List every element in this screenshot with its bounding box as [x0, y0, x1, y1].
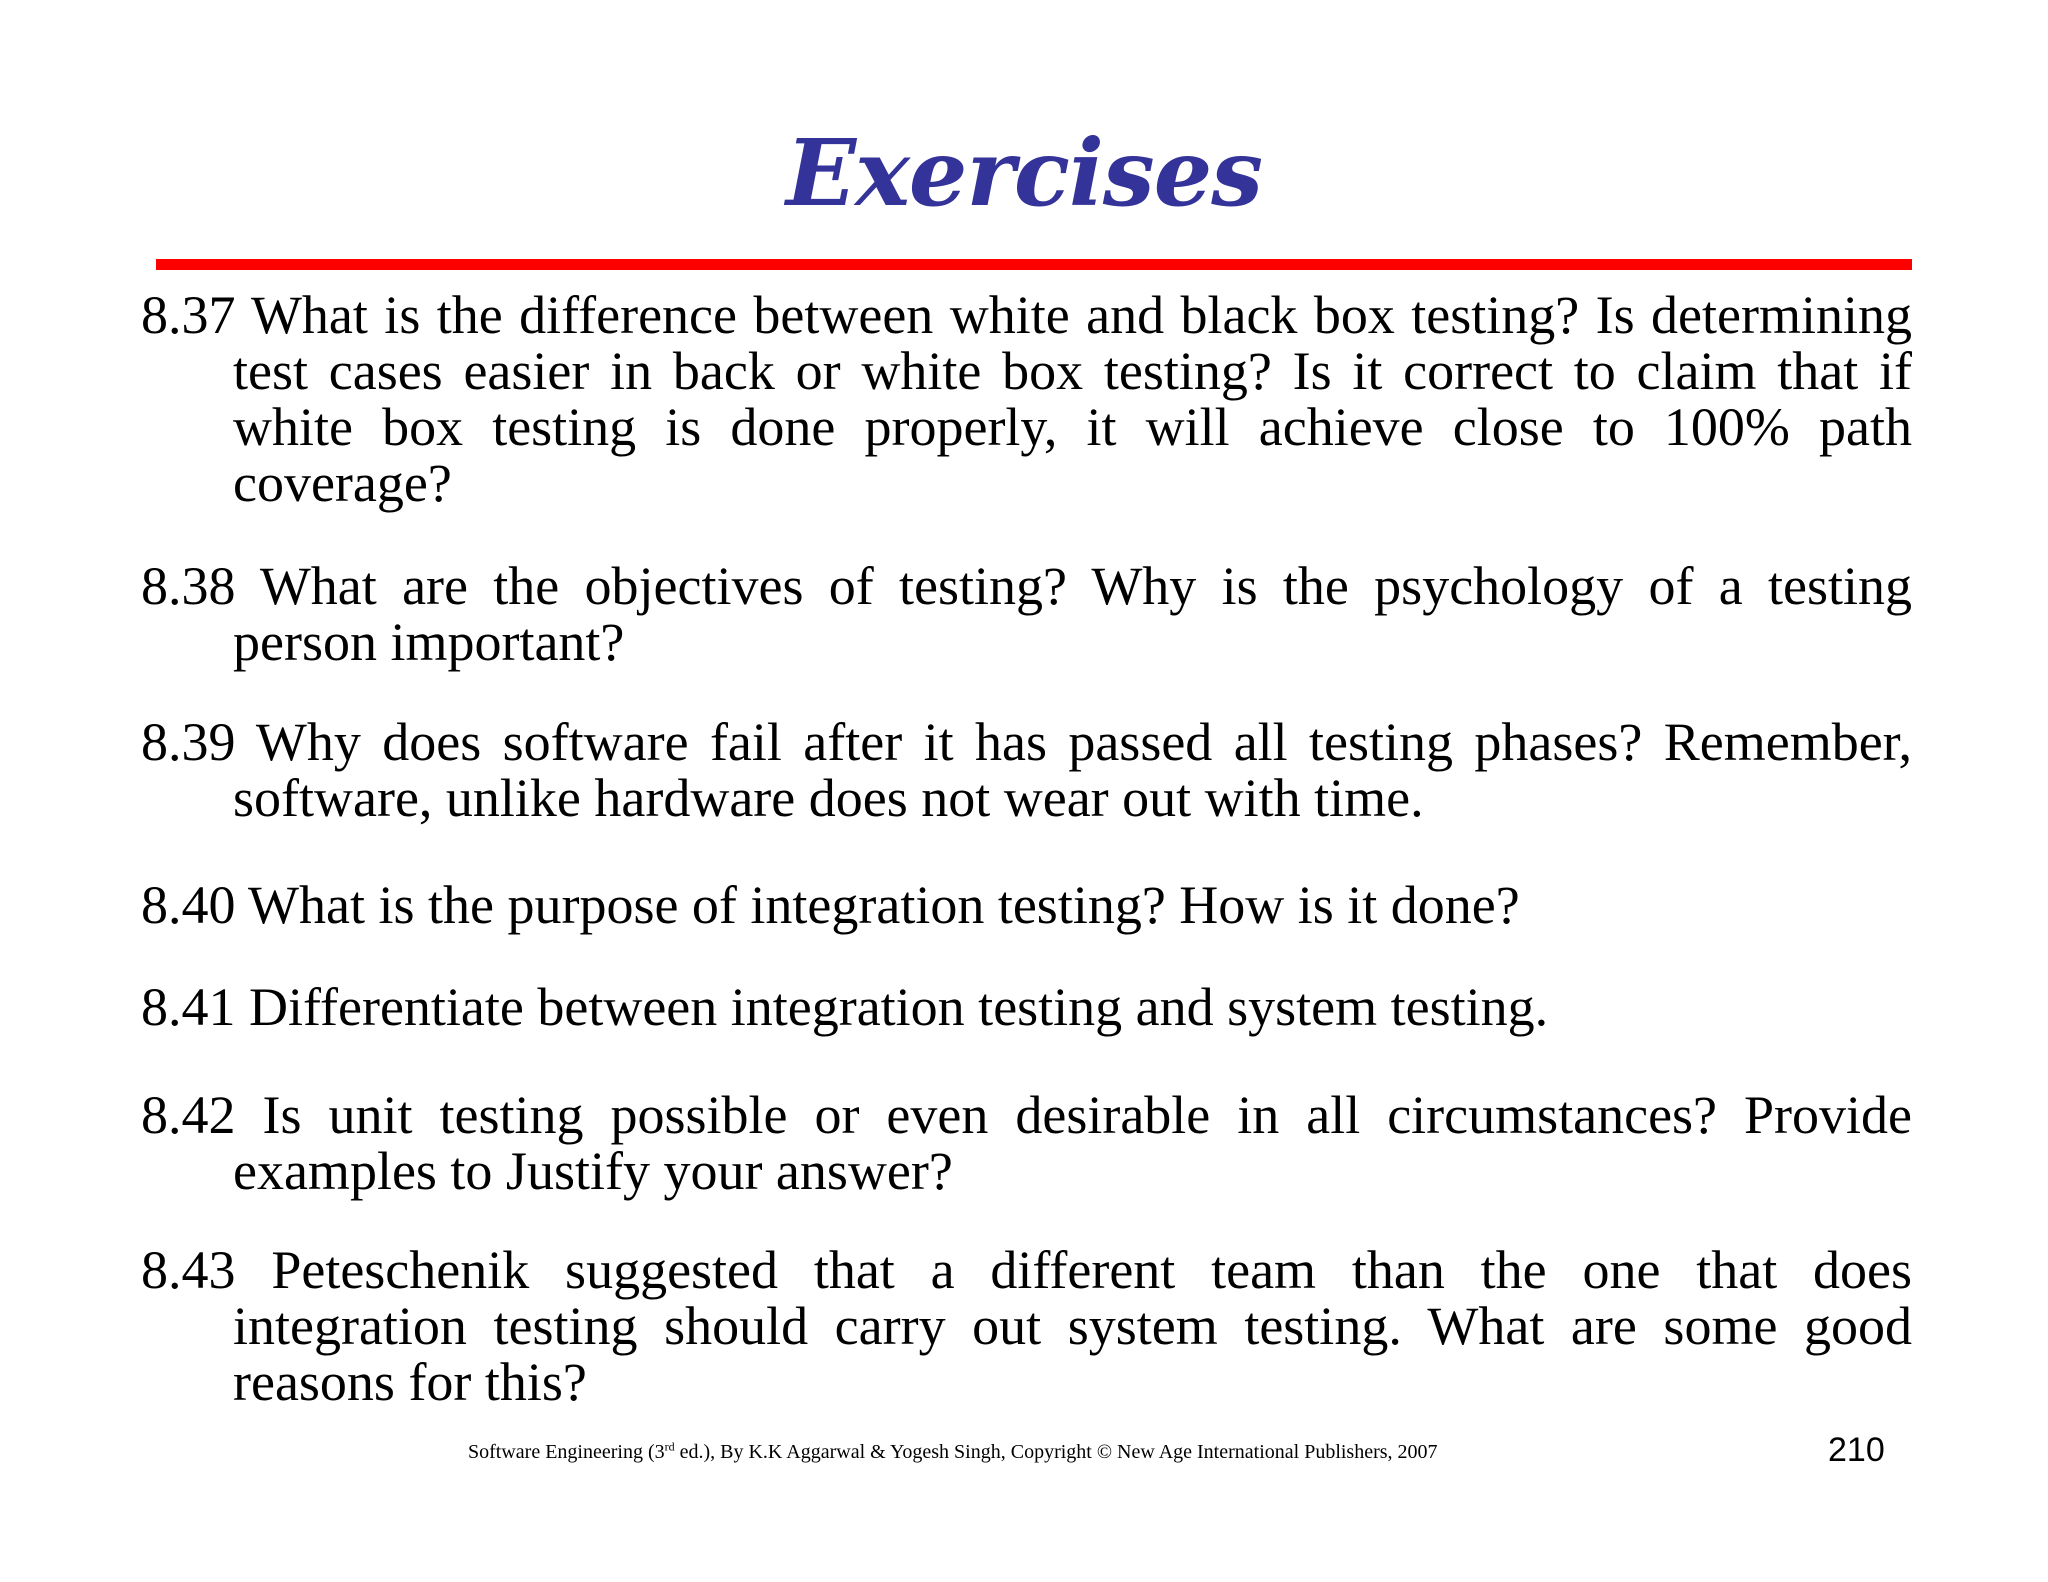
- exercise-item-8-40: [141, 877, 1912, 933]
- exercise-item-8-42: [141, 1087, 1912, 1199]
- exercise-number: 8.40: [141, 875, 236, 935]
- exercise-number: 8.39: [141, 712, 236, 772]
- exercise-item-8-43: [141, 1242, 1912, 1410]
- footer-citation: [468, 1440, 1488, 1464]
- exercise-text: What are the objectives of testing? Why is the psychology of a testing person important?: [233, 556, 1912, 672]
- citation-suffix: ed.), By K.K Aggarwal & Yogesh Singh, Copyright © New Age International Publishers, 2007: [674, 1441, 1438, 1463]
- citation-superscript: rd: [664, 1439, 675, 1454]
- exercise-text: Peteschenik suggested that a different team than the one that does integration testing should carry out system testing. What are some good reasons for this?: [233, 1240, 1912, 1412]
- exercise-number: 8.38: [141, 556, 236, 616]
- exercise-item-8-38: [141, 558, 1912, 670]
- title-divider: [156, 259, 1912, 270]
- exercise-number: 8.43: [141, 1240, 236, 1300]
- exercise-text: Differentiate between integration testing and system testing.: [249, 977, 1549, 1037]
- exercise-text: What is the purpose of integration testing? How is it done?: [248, 875, 1520, 935]
- exercise-item-8-39: [141, 714, 1912, 826]
- exercise-item-8-41: [141, 979, 1912, 1035]
- citation-prefix: Software Engineering (3: [468, 1441, 665, 1463]
- exercise-number: 8.42: [141, 1085, 236, 1145]
- exercise-number: 8.41: [141, 977, 236, 1037]
- exercise-number: 8.37: [141, 285, 236, 345]
- exercise-text: Why does software fail after it has passed all testing phases? Remember, software, unlike hardware does not wear out with time.: [233, 712, 1912, 828]
- slide-title: Exercises: [785, 119, 1263, 227]
- exercise-text: What is the difference between white and black box testing? Is determining test cases easier in back or white box testing? Is it correct to claim that if white box testing is done properly, it will achieve close to 100% path coverage?: [233, 285, 1912, 513]
- exercise-text: Is unit testing possible or even desirable in all circumstances? Provide examples to Justify your answer?: [233, 1085, 1912, 1201]
- page-number: 210: [1828, 1431, 1885, 1469]
- exercise-item-8-37: [141, 287, 1912, 511]
